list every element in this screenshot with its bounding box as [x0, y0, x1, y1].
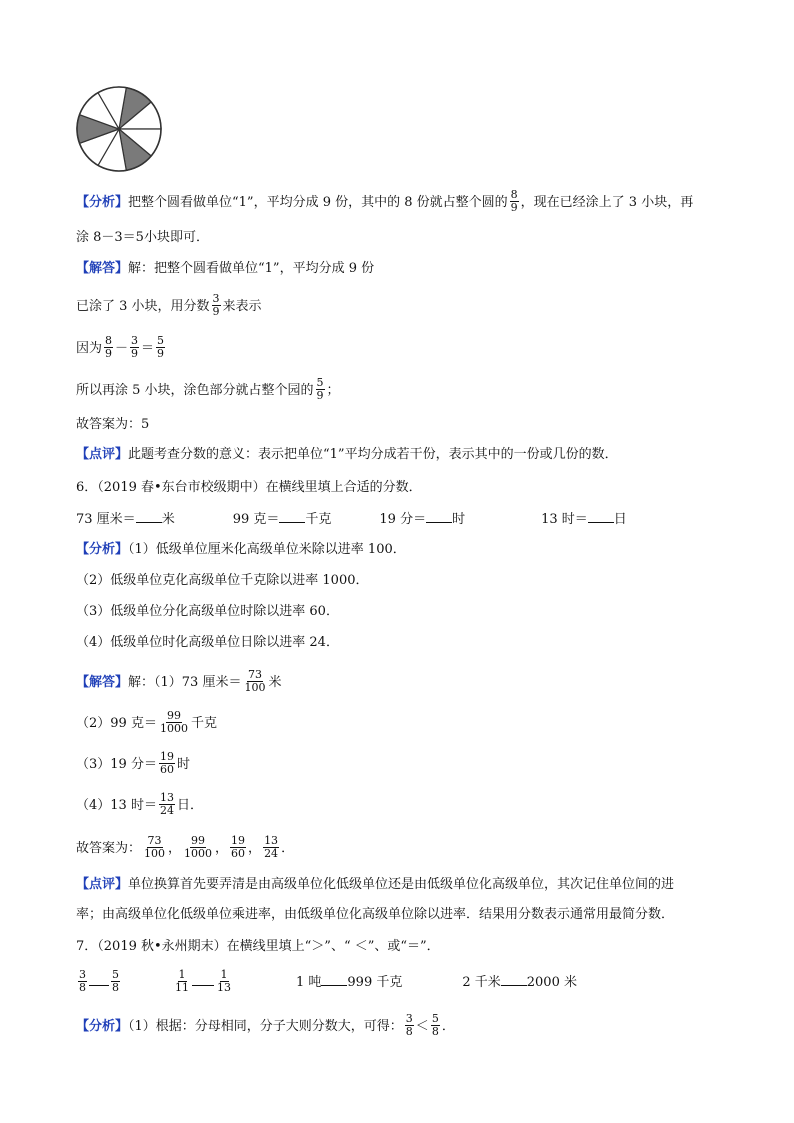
question-7-title: 7．（2019 秋•永州期末）在横线里填上“＞”、“ ＜”、或“＝”．	[76, 939, 440, 954]
q6-analysis-1: 【分析】（1）低级单位厘米化高级单位米除以进率 100．	[76, 542, 406, 557]
fraction: $\frac{99}{1000}$	[184, 834, 213, 860]
fraction: $\frac{19}{60}$	[231, 834, 246, 860]
answer-blank	[279, 510, 305, 523]
fraction: $\frac{5}{8}$	[112, 968, 119, 994]
comment-tag: 【点评】	[76, 447, 129, 462]
answer-blank	[136, 510, 162, 523]
q7-analysis-1: 【分析】（1）根据：分母相同，分子大则分数大，可得： $\frac{3}{8}$ ＜ $\frac{5}{8}$ ．	[76, 1012, 455, 1038]
shaded-circle-figure	[74, 84, 164, 174]
answer-line-2: 已涂了 3 小块，用分数 $\frac{3}{9}$ 来表示	[76, 292, 262, 318]
fraction: $\frac{3}{8}$	[405, 1012, 413, 1038]
fraction: $\frac{1}{13}$	[217, 968, 231, 994]
fraction: $\frac{13}{24}$	[264, 834, 279, 860]
question-7-items: $\frac{3}{8}$ $\frac{5}{8}$ $\frac{1}{11}$ $\frac{1}{13}$ 1 吨 999 千克 2 千米 2000 米	[79, 968, 577, 994]
fraction: $\frac{3}{8}$	[79, 968, 86, 994]
q6-analysis-2: （2）低级单位克化高级单位千克除以进率 1000．	[76, 573, 369, 588]
q6-comment-1: 【点评】单位换算首先要弄清是由高级单位化低级单位还是由低级单位化高级单位，其次记住单位间的进	[76, 877, 675, 892]
fraction: $\frac{73}{100}$	[244, 668, 266, 694]
fraction: $\frac{8}{9}$	[510, 188, 518, 214]
comment-line: 【点评】此题考查分数的意义：表示把单位“1”平均分成若干份，表示其中的一份或几份的数．	[76, 447, 618, 462]
answer-blank	[426, 510, 452, 523]
answer-tag: 【解答】	[76, 261, 129, 276]
answer-blank	[588, 510, 614, 523]
fraction: $\frac{5}{9}$	[316, 376, 324, 402]
answer-blank	[321, 973, 347, 986]
q6-comment-2: 率；由高级单位化低级单位乘进率，由低级单位化高级单位除以进率．结果用分数表示通常用最简分数．	[76, 907, 675, 922]
fraction: $\frac{19}{60}$	[159, 750, 174, 776]
q6-answer-3: （3）19 分＝ $\frac{19}{60}$ 时	[76, 750, 190, 776]
answer-blank	[89, 973, 109, 986]
q6-answer-2: （2）99 克＝ $\frac{99}{1000}$ 千克	[76, 709, 217, 735]
fraction: $\frac{1}{11}$	[175, 968, 189, 994]
answer-line-1: 【解答】解：把整个圆看做单位“1”，平均分成 9 份	[76, 261, 375, 276]
analysis-line-2: 涂 8－3＝5小块即可．	[76, 230, 209, 245]
analysis-line-1: 【分析】把整个圆看做单位“1”，平均分成 9 份，其中的 8 份就占整个圆的 $\frac{8}{9}$ ，现在已经涂上了 3 小块，再	[76, 188, 694, 214]
question-6-items: 73 厘米＝ 米 99 克＝ 千克 19 分＝ 时 13 时＝ 日	[76, 512, 627, 527]
q6-final-answer: 故答案为： $\frac{73}{100}$ ， $\frac{99}{1000}$ ， $\frac{19}{60}$ ， $\frac{13}{24}$ ．	[76, 834, 295, 860]
fraction: $\frac{73}{100}$	[144, 834, 166, 860]
fraction: $\frac{5}{8}$	[431, 1012, 439, 1038]
fraction: $\frac{8}{9}$	[105, 334, 113, 360]
final-answer: 故答案为：5	[76, 417, 150, 432]
analysis-tag: 【分析】	[76, 195, 129, 210]
fraction: $\frac{5}{9}$	[157, 334, 165, 360]
fraction: $\frac{3}{9}$	[131, 334, 139, 360]
answer-line-3: 因为 $\frac{8}{9}$ － $\frac{3}{9}$ ＝ $\frac{5}{9}$	[76, 334, 165, 360]
fraction: $\frac{99}{1000}$	[159, 709, 188, 735]
q6-answer-4: （4）13 时＝ $\frac{13}{24}$ 日．	[76, 791, 203, 817]
answer-line-4: 所以再涂 5 小块，涂色部分就占整个园的 $\frac{5}{9}$ ；	[76, 376, 340, 402]
fraction: $\frac{3}{9}$	[212, 292, 220, 318]
fraction: $\frac{13}{24}$	[159, 791, 174, 817]
answer-blank	[501, 973, 527, 986]
question-6-title: 6．（2019 春•东台市校级期中）在横线里填上合适的分数．	[76, 480, 422, 495]
answer-blank	[192, 973, 214, 986]
q6-analysis-4: （4）低级单位时化高级单位日除以进率 24．	[76, 635, 339, 650]
q6-analysis-3: （3）低级单位分化高级单位时除以进率 60．	[76, 604, 339, 619]
q6-answer-1: 【解答】解：（1）73 厘米＝ $\frac{73}{100}$ 米	[76, 668, 282, 694]
